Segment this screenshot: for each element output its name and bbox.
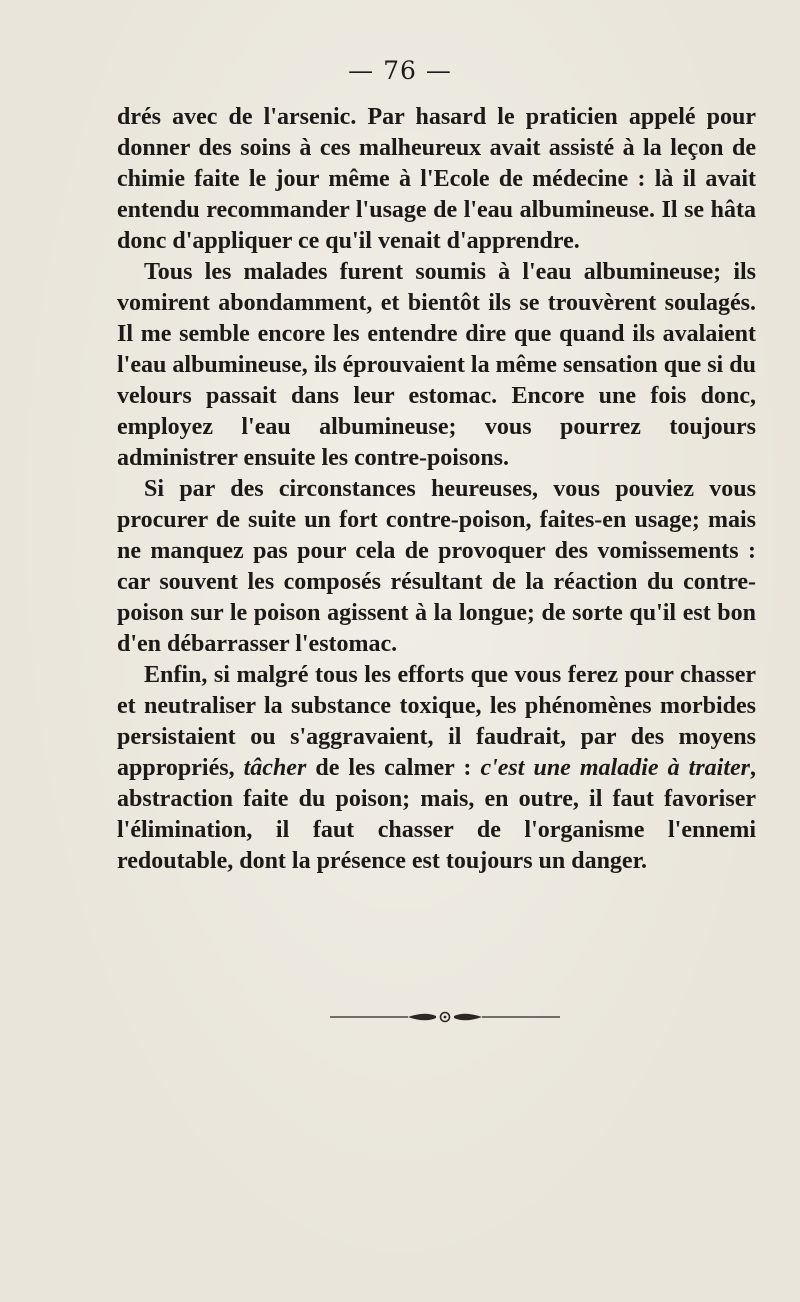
italic-text: c'est une maladie à traiter bbox=[480, 755, 750, 781]
paragraph bbox=[117, 660, 756, 877]
page-number: — 76 — bbox=[348, 56, 452, 85]
paragraph bbox=[117, 102, 756, 257]
tailpiece-ornament-icon bbox=[330, 1008, 560, 1026]
text-run: Enfin, si malgré tous les efforts que vous ferez pour chasser et neutraliser la substance toxique, les phénomènes morbides persistaient ou s'aggravaient, il faudrait, par des moyens appropriés, bbox=[117, 662, 756, 781]
text-run: Tous les malades furent soumis à l'eau albumineuse; ils vomirent abondamment, et bientôt ils se trouvèrent soulagés. Il me semble encore les entendre dire que quand ils avalaient l'eau albumineuse, ils éprouvaient la même sensation que si du velours passait dans leur estomac. Encore une fois donc, employez l'eau albumineuse; vous pourrez toujours administrer ensuite les contre-poisons. bbox=[117, 259, 756, 471]
text-run: de les calmer : bbox=[306, 755, 481, 781]
paragraph bbox=[117, 474, 756, 660]
body-text bbox=[117, 102, 756, 877]
text-run: , abstraction faite du poison; mais, en outre, il faut favoriser l'élimination, il faut chasser de l'organisme l'ennemi redoutable, dont la présence est toujours un danger. bbox=[117, 755, 756, 874]
italic-text: tâcher bbox=[243, 755, 307, 781]
text-run: drés avec de l'arsenic. Par hasard le praticien appelé pour donner des soins à ces malheureux avait assisté à la leçon de chimie faite le jour même à l'Ecole de médecine : là il avait entendu recommander l'usage de l'eau albumineuse. Il se hâta donc d'appliquer ce qu'il venait d'apprendre. bbox=[117, 104, 756, 254]
text-run: Si par des circonstances heureuses, vous pouviez vous procurer de suite un fort contre-poison, faites-en usage; mais ne manquez pas pour cela de provoquer des vomissements : car souvent les composés résultant de la réaction du contre-poison sur le poison agissent à la longue; de sorte qu'il est bon d'en débarrasser l'estomac. bbox=[117, 476, 756, 657]
paragraph bbox=[117, 257, 756, 474]
